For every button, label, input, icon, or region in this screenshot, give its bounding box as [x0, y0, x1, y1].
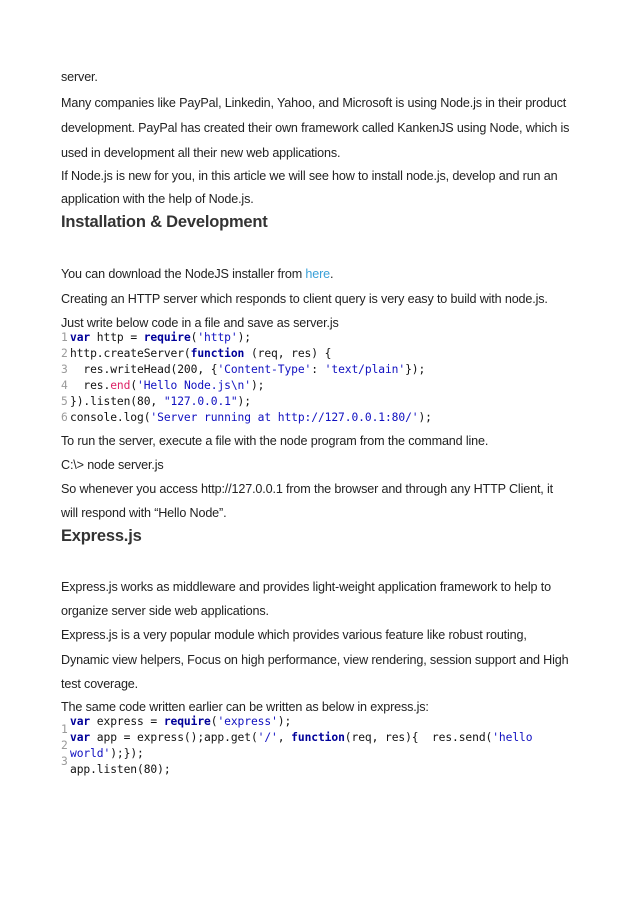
code-text: ); — [237, 331, 251, 344]
line-number: 5 — [61, 395, 68, 408]
code-text: (req, res){ res.send( — [344, 731, 493, 744]
code-keyword: require — [143, 331, 191, 344]
code-text: ); — [277, 715, 292, 728]
heading-express: Express.js — [61, 527, 142, 545]
code-keyword: var — [70, 331, 91, 344]
paragraph-companies-line-1: Many companies like PayPal, Linkedin, Yahoo, and Microsoft is using Node.js in their product — [61, 96, 567, 110]
code2-line-4 — [70, 762, 171, 778]
code-string: "127.0.0.1" — [163, 395, 238, 408]
code-text: ); — [250, 379, 265, 392]
code-text: }).listen(80, — [70, 395, 164, 408]
code-line-2 — [61, 346, 331, 362]
code-text: );}); — [110, 747, 144, 760]
code-text: }); — [405, 363, 426, 376]
code-keyword: var — [70, 715, 91, 728]
paragraph-ifnew-line-1: If Node.js is new for you, in this article we will see how to install node.js, develop and run an — [61, 169, 558, 183]
code-line-5 — [61, 394, 251, 410]
code-line-6 — [61, 410, 432, 426]
code-text: res.writeHead(200, { — [70, 363, 218, 376]
paragraph-popular-line-3: test coverage. — [61, 677, 139, 691]
code-text: res. — [70, 379, 111, 392]
download-text: You can download the NodeJS installer from — [61, 267, 306, 281]
code-keyword: function — [291, 731, 345, 744]
paragraph-server: server. — [61, 70, 98, 84]
code-text: http = — [90, 331, 144, 344]
code-string: 'Hello Node.js\n' — [137, 379, 251, 392]
paragraph-access-line-2: will respond with “Hello Node”. — [61, 506, 227, 520]
code-text: console.log( — [70, 411, 151, 424]
code-string: 'hello — [492, 731, 533, 744]
line-number: 1 — [61, 331, 68, 344]
paragraph-popular-line-2: Dynamic view helpers, Focus on high performance, view rendering, session support and High — [61, 653, 569, 667]
code-string: 'express' — [217, 715, 278, 728]
code-string: 'Server running at http://127.0.0.1:80/' — [150, 411, 419, 424]
paragraph-command: C:\> node server.js — [61, 458, 164, 472]
paragraph-companies-line-3: used in development all their new web applications. — [61, 146, 341, 160]
code-line-4 — [61, 378, 264, 394]
line-number: 6 — [61, 411, 68, 424]
code-string: world' — [70, 747, 111, 760]
code-text: ( — [130, 379, 138, 392]
line-number: 1 — [61, 723, 68, 736]
code-text: , — [277, 731, 292, 744]
paragraph-torun: To run the server, execute a file with the node program from the command line. — [61, 434, 489, 448]
line-number: 2 — [61, 347, 68, 360]
line-number: 3 — [61, 363, 68, 376]
paragraph-companies-line-2: development. PayPal has created their own framework called KankenJS using Node, which is — [61, 121, 570, 135]
paragraph-justwrite: Just write below code in a file and save as server.js — [61, 316, 339, 330]
code-text: ); — [418, 411, 432, 424]
line-number: 4 — [61, 379, 68, 392]
code-text: ( — [210, 715, 218, 728]
code-text: ); — [237, 395, 251, 408]
paragraph-express-line-1: Express.js works as middleware and provides light-weight application framework to help to — [61, 580, 551, 594]
code-string: 'Content-Type' — [217, 363, 312, 376]
paragraph-access-line-1: So whenever you access http://127.0.0.1 from the browser and through any HTTP Client, it — [61, 482, 553, 496]
code-keyword: function — [190, 347, 245, 360]
code-line-3 — [61, 362, 425, 378]
code-string: 'http' — [197, 331, 238, 344]
line-number: 3 — [61, 755, 68, 768]
code2-line-2 — [70, 730, 532, 746]
code-keyword: var — [70, 731, 91, 744]
paragraph-express-line-2: organize server side web applications. — [61, 604, 269, 618]
heading-installation: Installation & Development — [61, 213, 268, 231]
code-text: express = — [90, 715, 164, 728]
download-link[interactable]: here — [305, 267, 331, 281]
paragraph-popular-line-1: Express.js is a very popular module which provides various feature like robust routing, — [61, 628, 527, 642]
paragraph-same-code: The same code written earlier can be written as below in express.js: — [61, 700, 429, 714]
code-keyword: end — [110, 379, 131, 392]
download-period: . — [330, 267, 334, 281]
line-number: 2 — [61, 739, 68, 752]
paragraph-download — [61, 266, 333, 282]
paragraph-ifnew-line-2: application with the help of Node.js. — [61, 192, 254, 206]
code-text: app.listen(80); — [70, 763, 171, 776]
code2-line-1 — [70, 714, 291, 730]
code-string: '/' — [257, 731, 278, 744]
code-text: (req, res) { — [244, 347, 332, 360]
code-text: : — [311, 363, 325, 376]
code-text: http.createServer( — [70, 347, 191, 360]
code-text: app = express();app.get( — [90, 731, 258, 744]
code-keyword: require — [163, 715, 211, 728]
code2-line-3 — [70, 746, 144, 762]
code-text: ( — [190, 331, 198, 344]
paragraph-creating: Creating an HTTP server which responds to client query is very easy to build with node.js. — [61, 292, 548, 306]
code-string: 'text/plain' — [324, 363, 406, 376]
code-line-1 — [61, 330, 251, 346]
